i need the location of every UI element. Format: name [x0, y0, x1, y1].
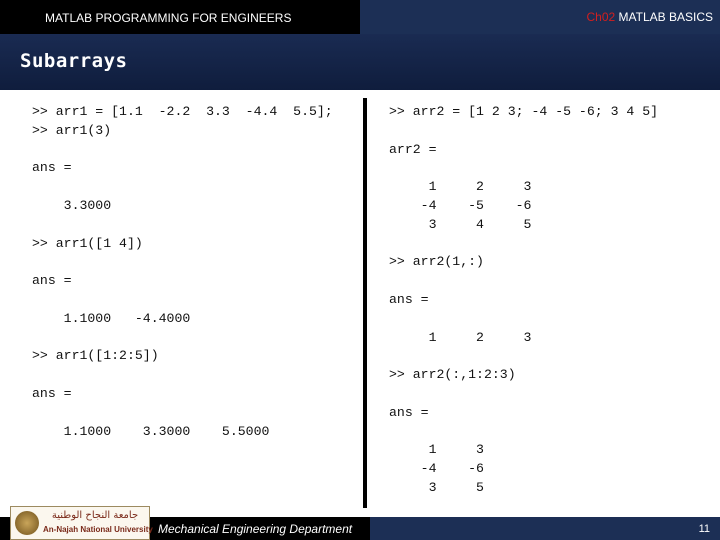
code-block-arr1: >> arr1 = [1.1 -2.2 3.3 -4.4 5.5]; >> arr1(3) ans = 3.3000 >> arr1([1 4]) ans = 1.1000 -4.4000 >> arr1([1:2:5]) ans = 1.1000 3.3000 5.5000 [32, 104, 333, 439]
logo-arabic-text: جامعة النجاح الوطنية [51, 510, 139, 521]
chapter-heading [586, 10, 713, 24]
top-header-bar [0, 0, 720, 34]
header-right-block [360, 0, 720, 34]
chapter-number: Ch02 [586, 10, 616, 24]
department-label: Mechanical Engineering Department [158, 522, 353, 536]
page-number: 11 [698, 523, 710, 535]
course-title: MATLAB PROGRAMMING FOR ENGINEERS [45, 11, 292, 25]
logo-english-text: An-Najah National University [43, 525, 153, 534]
slide-title: Subarrays [20, 50, 128, 72]
header-left-block [0, 0, 360, 34]
code-block-arr2: >> arr2 = [1 2 3; -4 -5 -6; 3 4 5] arr2 = 1 2 3 -4 -5 -6 3 4 5 >> arr2(1,:) ans = 1 2 3 >> arr2(:,1:2:3) ans = 1 3 -4 -6 3 5 [389, 104, 659, 495]
university-logo [10, 506, 153, 540]
column-divider [363, 98, 367, 508]
chapter-title: MATLAB BASICS [618, 10, 713, 24]
university-seal-icon [15, 511, 39, 535]
